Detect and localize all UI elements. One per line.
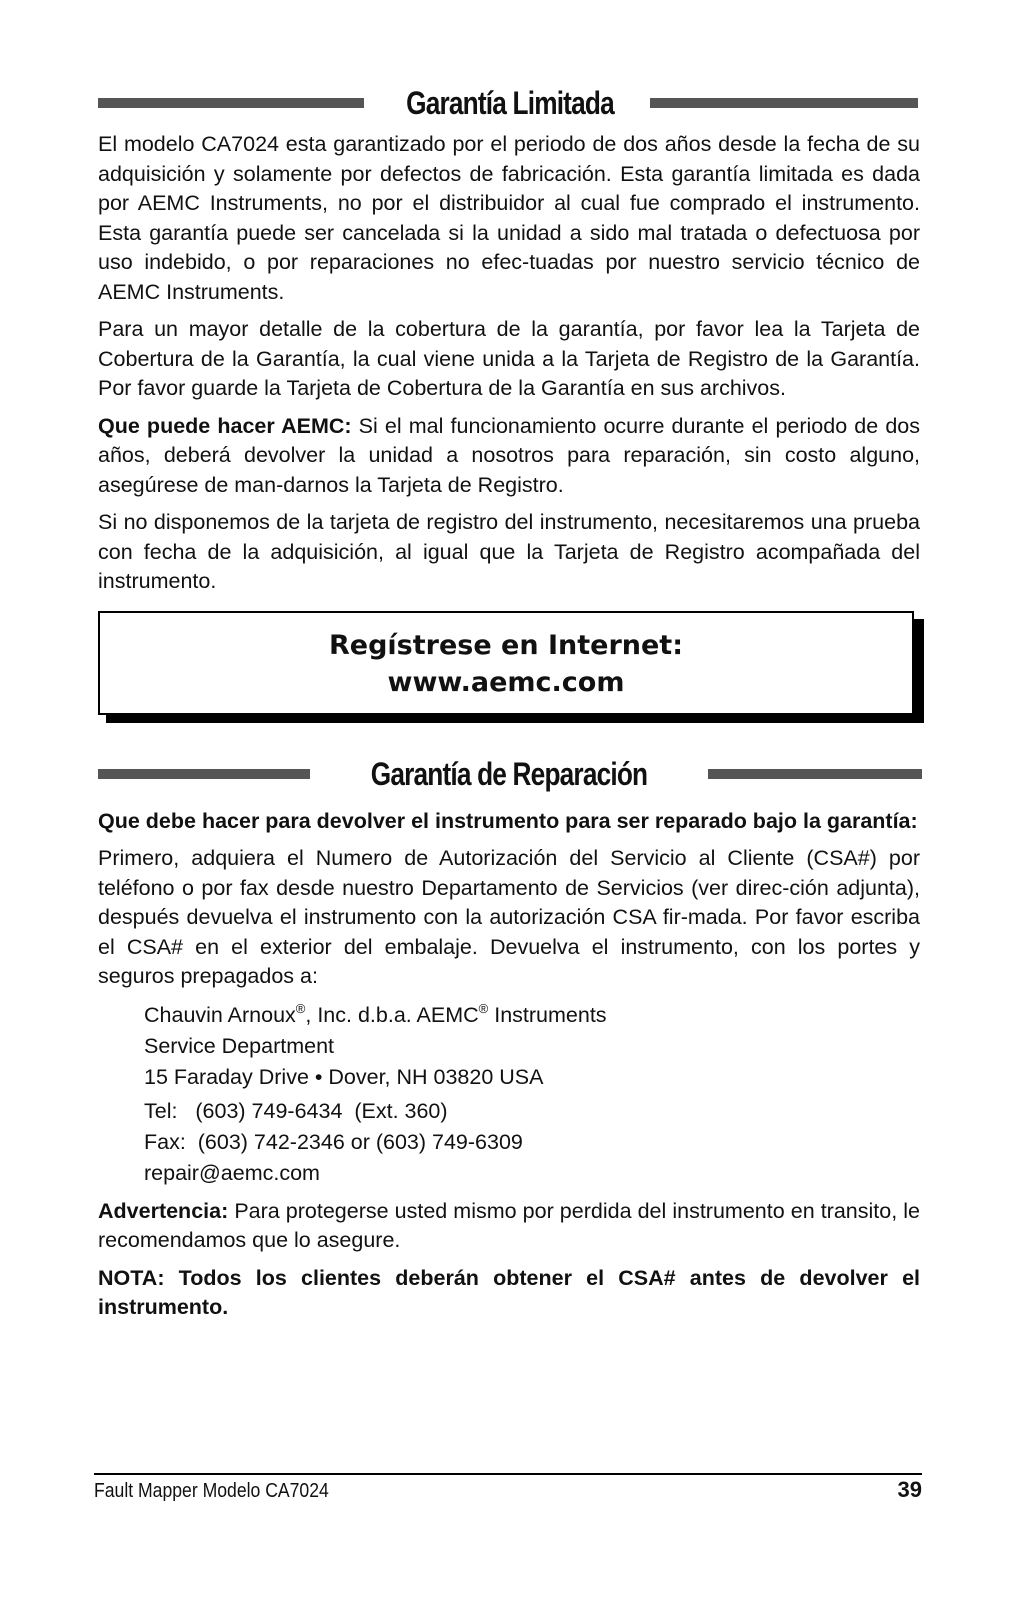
register-online-box bbox=[98, 611, 920, 721]
section-header-garantia-reparacion bbox=[98, 751, 920, 797]
section-header-garantia-limitada bbox=[98, 80, 920, 126]
repair-lead-text: Que debe hacer para devolver el instrumento para ser reparado bajo la garantía: bbox=[98, 808, 918, 833]
footer-rule bbox=[94, 1473, 922, 1475]
paragraph-warranty-coverage: Para un mayor detalle de la cobertura de la garantía, por favor lea la Tarjeta de Cobertura de la Garantía, la cual viene unida a la Tarjeta de Registro de la Garantía. Por favor guarde la Tarjeta de Cobertura de la Garantía en sus archivos. bbox=[98, 317, 920, 400]
address-email-link[interactable]: repair@aemc.com bbox=[144, 1160, 320, 1185]
address-department: Service Department bbox=[144, 1033, 334, 1058]
repair-lead bbox=[98, 807, 920, 837]
section-title: Garantía Limitada bbox=[379, 80, 641, 126]
register-url-link[interactable]: www.aemc.com bbox=[387, 666, 625, 698]
service-address bbox=[144, 1000, 920, 1189]
warning-lead: Advertencia: bbox=[98, 1198, 229, 1223]
paragraph-proof-of-purchase: Si no disponemos de la tarjeta de registro del instrumento, necesitaremos una prueba con fecha de la adquisición, al igual que la Tarjeta de Registro acompañada del instrumento. bbox=[98, 510, 920, 593]
nota-text: NOTA: Todos los clientes deberán obtener el CSA# antes de devolver el instrumento. bbox=[98, 1265, 920, 1319]
warning-text: Para protegerse usted mismo por perdida del instrumento en transito, le recomendamos que lo asegure. bbox=[98, 1198, 920, 1252]
paragraph-warranty-terms: El modelo CA7024 esta garantizado por el periodo de dos años desde la fecha de su adquisición y solamente por defectos de fabricación. Esta garantía limitada es dada por AEMC Instruments, no por el distribuidor al cual fue comprado el instrumento. Esta garantía puede ser cancelada si la unidad a sido mal tratada o defectuosa por uso indebido, o por reparaciones no efec-tuadas por nuestro servicio técnico de AEMC Instruments. bbox=[98, 132, 920, 304]
paragraph-text: Si el mal funcionamiento ocurre durante el periodo de dos años, deberá devolver la unidad a nosotros para reparación, sin costo alguno, asegúrese de man-darnos la Tarjeta de Registro. bbox=[98, 413, 920, 497]
paragraph-what-aemc-does bbox=[98, 412, 920, 501]
paragraph-warning bbox=[98, 1197, 920, 1256]
header-rule-left bbox=[98, 769, 310, 779]
address-fax: Fax: (603) 742-2346 or (603) 749-6309 bbox=[144, 1129, 523, 1154]
paragraph-nota bbox=[98, 1264, 920, 1323]
address-street: 15 Faraday Drive • Dover, NH 03820 USA bbox=[144, 1064, 544, 1089]
register-heading: Regístrese en Internet: bbox=[328, 629, 684, 661]
address-company: Chauvin Arnoux®, Inc. d.b.a. AEMC® Instruments bbox=[144, 1000, 607, 1027]
footer-title: Fault Mapper Modelo CA7024 bbox=[94, 1480, 329, 1502]
page-content bbox=[98, 80, 920, 1323]
address-phone: Tel: (603) 749-6434 (Ext. 360) bbox=[144, 1098, 448, 1123]
header-rule-right bbox=[708, 769, 922, 779]
header-rule-right bbox=[650, 98, 918, 108]
box-frame bbox=[98, 611, 914, 715]
paragraph-repair-instructions: Primero, adquiera el Numero de Autorización del Servicio al Cliente (CSA#) por teléfono o por fax desde nuestro Departamento de Servicios (ver direc-ción adjunta), después devuelva el instrumento con la autorización CSA fir-mada. Por favor escriba el CSA# en el exterior del embalaje. Devuelva el instrumento, con los portes y seguros prepagados a: bbox=[98, 846, 920, 988]
header-rule-left bbox=[98, 98, 364, 108]
section-title: Garantía de Reparación bbox=[341, 751, 677, 797]
paragraph-lead: Que puede hacer AEMC: bbox=[98, 413, 352, 438]
page-number: 39 bbox=[897, 1477, 922, 1502]
